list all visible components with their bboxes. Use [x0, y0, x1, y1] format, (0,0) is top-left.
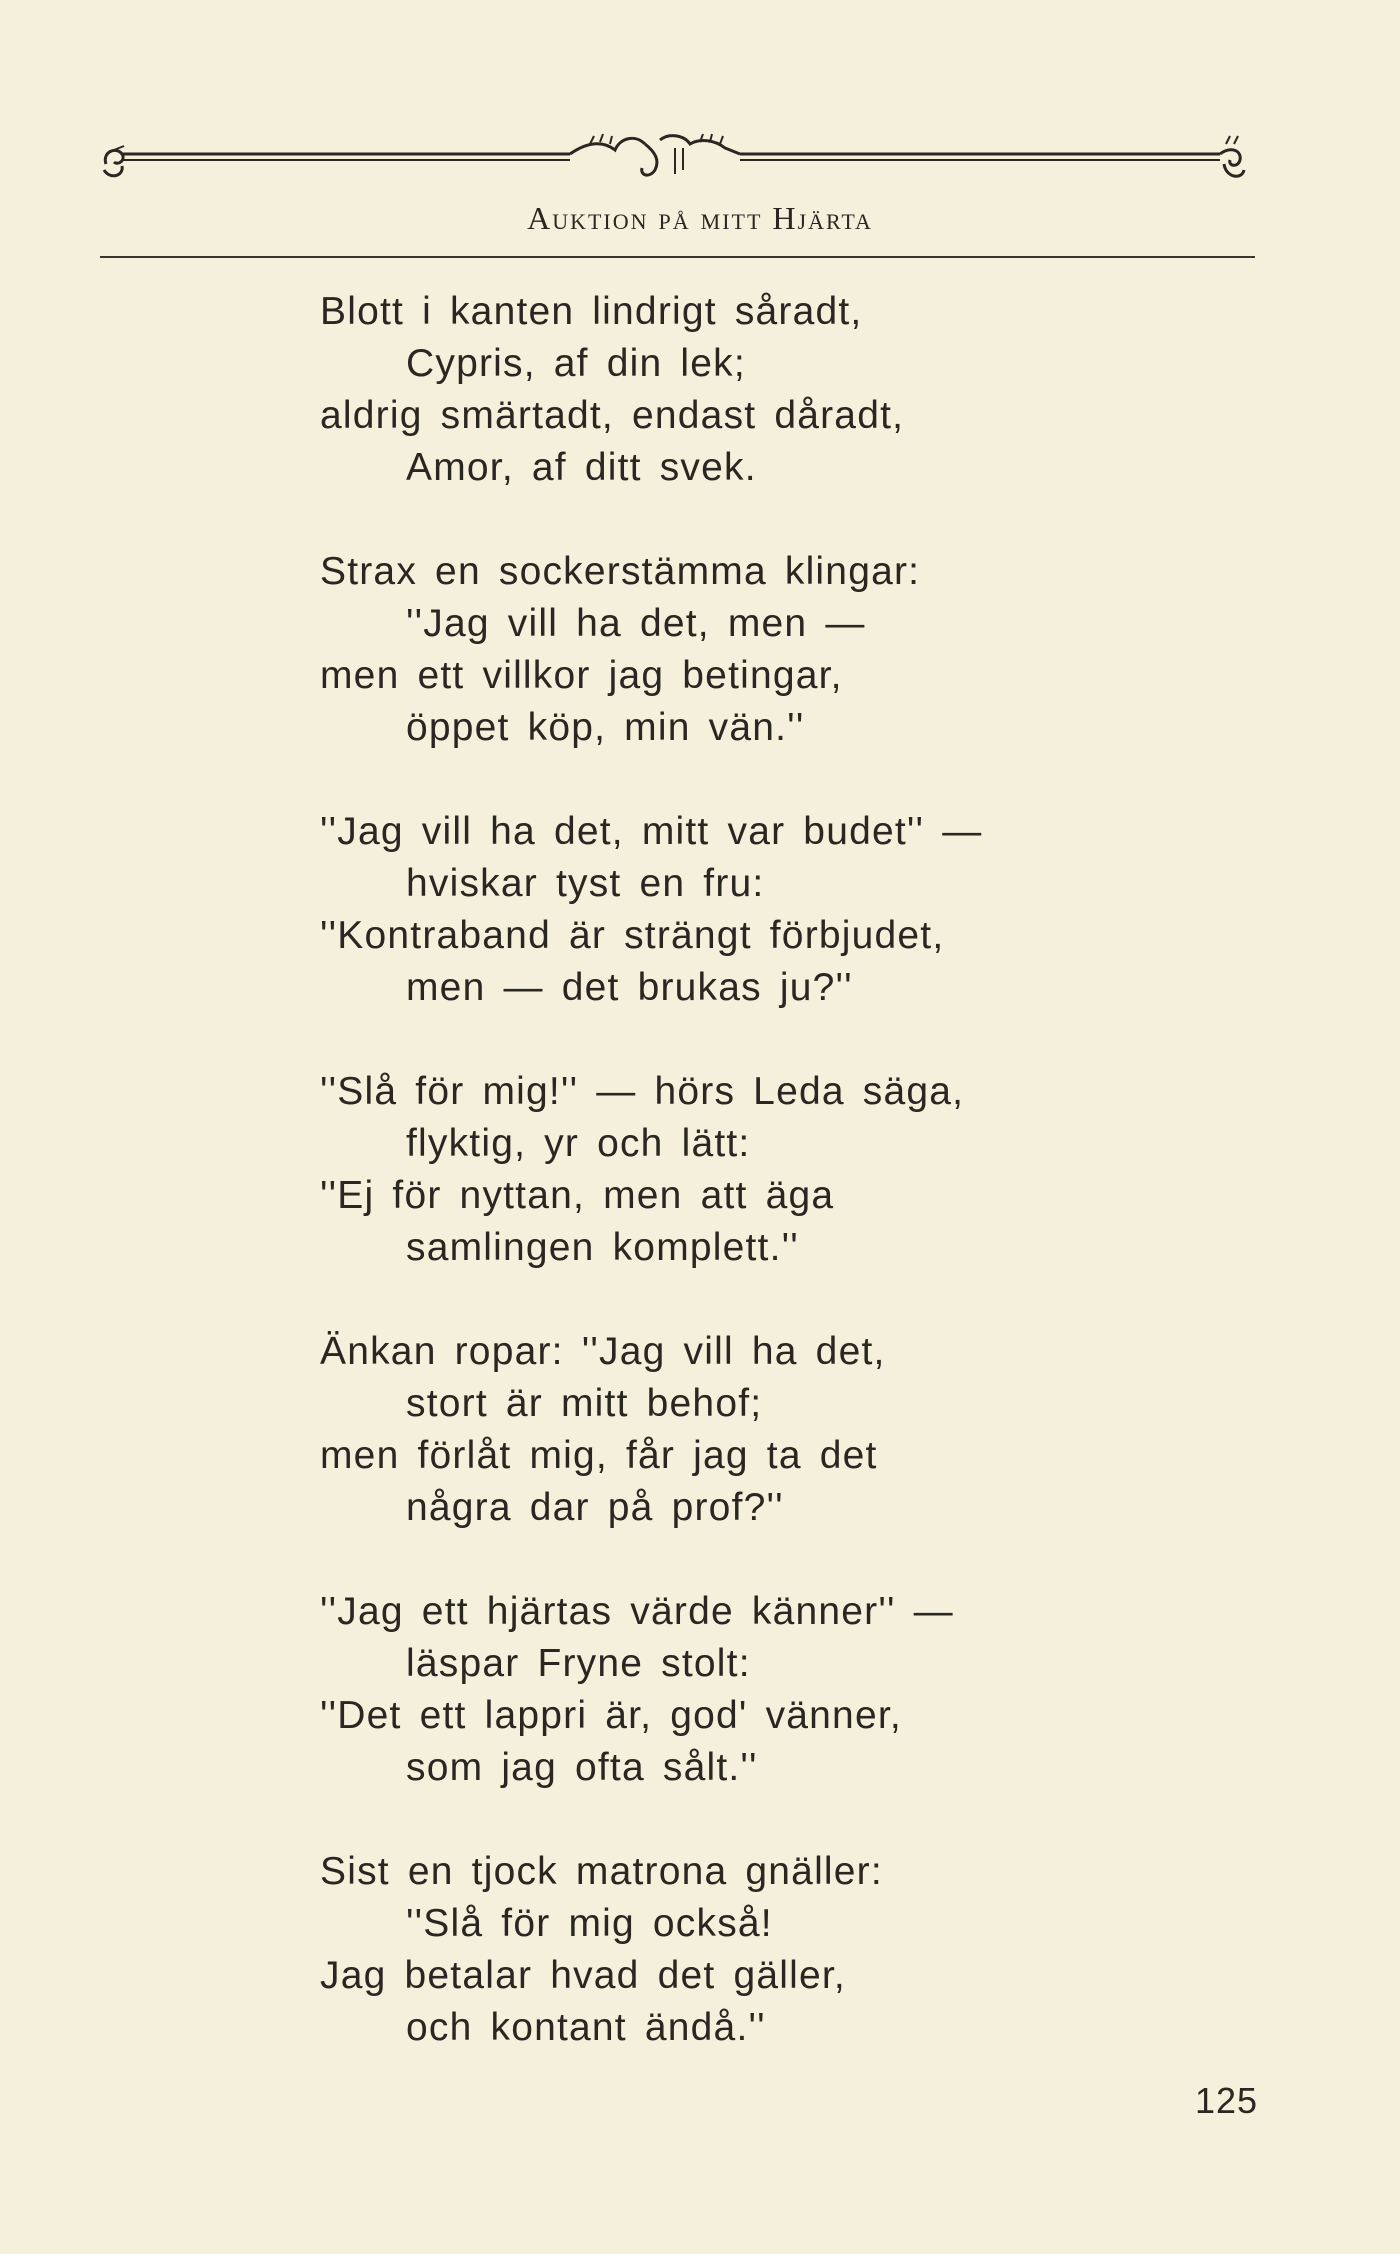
poem-line: ''Ej för nyttan, men att äga: [320, 1174, 835, 1217]
running-head-part-2: på mitt: [658, 200, 763, 236]
poem-line: Amor, af ditt svek.: [406, 446, 757, 489]
poem-line: ''Jag vill ha det, mitt var budet'' —: [320, 810, 983, 853]
poem-line: Sist en tjock matrona gnäller:: [320, 1850, 883, 1893]
poem-line: Jag betalar hvad det gäller,: [320, 1954, 846, 1997]
stanza: [320, 1326, 1080, 1534]
poem-line: ''Jag vill ha det, men —: [406, 602, 866, 645]
poem-line: Strax en sockerstämma klingar:: [320, 550, 921, 593]
poem-line: Cypris, af din lek;: [406, 342, 746, 385]
poem-line: och kontant ändå.'': [406, 2006, 766, 2049]
poem-line: öppet köp, min vän.'': [406, 706, 805, 749]
poem-line: ''Jag ett hjärtas värde känner'' —: [320, 1590, 954, 1633]
stanza: [320, 546, 1080, 754]
poem-line: stort är mitt behof;: [406, 1382, 763, 1425]
stanza: [320, 806, 1080, 1014]
poem-line: ''Slå för mig!'' — hörs Leda säga,: [320, 1070, 965, 1113]
running-head: [0, 200, 1400, 237]
poem-line: aldrig smärtadt, endast dåradt,: [320, 394, 905, 437]
poem: [320, 286, 1080, 2106]
poem-line: några dar på prof?'': [406, 1486, 784, 1529]
header-ornament: [100, 130, 1248, 190]
poem-line: Änkan ropar: ''Jag vill ha det,: [320, 1330, 886, 1373]
poem-line: ''Det ett lappri är, god' vänner,: [320, 1694, 902, 1737]
header-rule: [100, 256, 1255, 258]
poem-line: som jag ofta sålt.'': [406, 1746, 758, 1789]
stanza: [320, 1066, 1080, 1274]
poem-line: men ett villkor jag betingar,: [320, 654, 843, 697]
stanza: [320, 286, 1080, 494]
poem-line: men — det brukas ju?'': [406, 966, 853, 1009]
poem-line: flyktig, yr och lätt:: [406, 1122, 751, 1165]
poem-line: läspar Fryne stolt:: [406, 1642, 751, 1685]
stanza: [320, 1586, 1080, 1794]
running-head-part-1: Auktion: [527, 200, 649, 236]
poem-line: samlingen komplett.'': [406, 1226, 799, 1269]
poem-line: Blott i kanten lindrigt såradt,: [320, 290, 863, 333]
stanza: [320, 1846, 1080, 2054]
page-number: 125: [1195, 2080, 1259, 2121]
running-head-part-3: Hjärta: [772, 200, 873, 236]
poem-line: hviskar tyst en fru:: [406, 862, 765, 905]
poem-line: ''Kontraband är strängt förbjudet,: [320, 914, 945, 957]
poem-line: men förlåt mig, får jag ta det: [320, 1434, 878, 1477]
poem-line: ''Slå för mig också!: [406, 1902, 773, 1945]
